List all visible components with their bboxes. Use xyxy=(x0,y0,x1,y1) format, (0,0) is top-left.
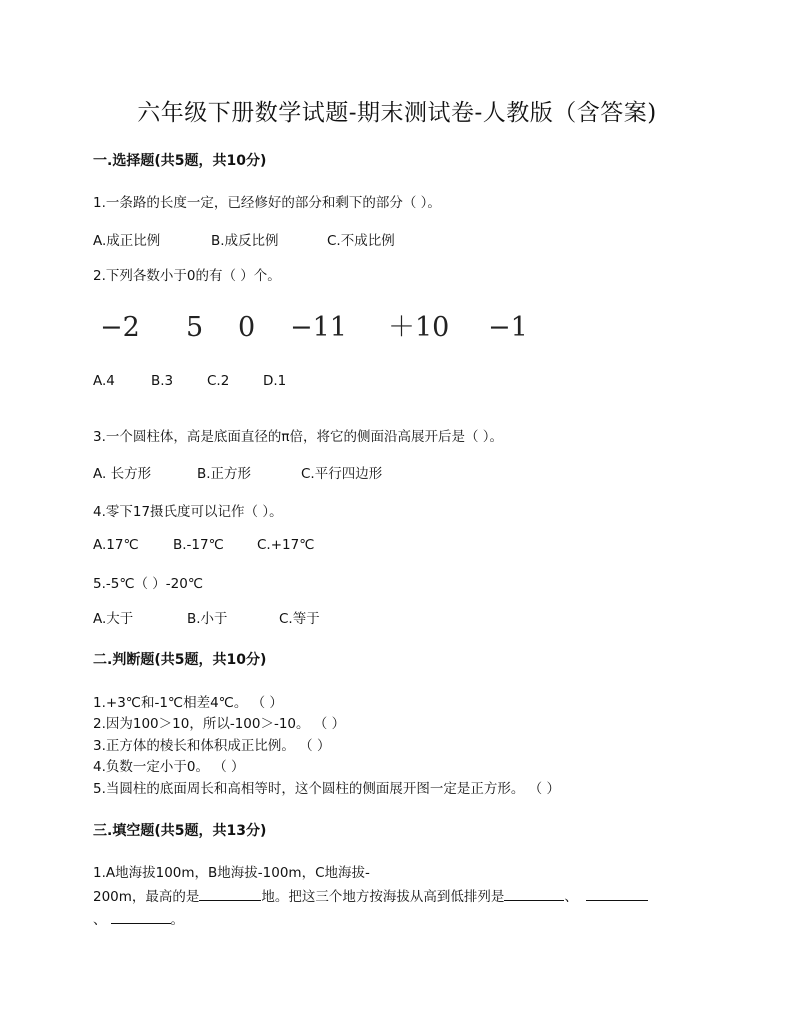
question-2-text: 2.下列各数小于0的有（ ）个。 xyxy=(93,268,281,284)
answer-blank[interactable] xyxy=(199,888,261,901)
number-item: 0 xyxy=(238,312,256,343)
option-c: C.+17℃ xyxy=(257,537,315,553)
number-item: ＋10 xyxy=(388,312,450,343)
option-b: B.3 xyxy=(151,373,174,389)
option-b: B.正方形 xyxy=(197,466,252,482)
option-b: B.小于 xyxy=(187,611,228,627)
page-title: 六年级下册数学试题-期末测试卷-人教版（含答案) xyxy=(137,100,657,126)
option-c: C.等于 xyxy=(279,611,320,627)
separator: 、 xyxy=(93,912,107,928)
option-a: A.17℃ xyxy=(93,537,139,553)
number-item: −2 xyxy=(100,312,140,343)
number-item: 5 xyxy=(186,312,204,343)
fill-1-text-a: 200m，最高的是 xyxy=(93,889,200,905)
option-a: A.4 xyxy=(93,373,115,389)
question-1-options xyxy=(93,229,395,249)
fill-1-line-1: 1.A地海拔100m，B地海拔-100m，C地海拔- xyxy=(93,865,370,881)
option-d: D.1 xyxy=(263,373,287,389)
question-4-options xyxy=(93,537,314,553)
number-item: −11 xyxy=(290,312,347,343)
end-mark: 。 xyxy=(170,912,184,928)
option-a: A. 长方形 xyxy=(93,466,152,482)
fill-1-text-b: 地。把这三个地方按海拔从高到低排列是 xyxy=(261,889,505,905)
judge-item-3: 3.正方体的棱长和体积成正比例。 （ ） xyxy=(93,738,331,754)
separator: 、 xyxy=(564,889,578,905)
question-5-text: 5.-5℃（ ）-20℃ xyxy=(93,576,204,592)
fill-1-line-3 xyxy=(93,908,184,928)
answer-blank[interactable] xyxy=(504,888,564,901)
section-heading-choice: 一.选择题(共5题，共10分) xyxy=(93,153,267,169)
option-b: B.-17℃ xyxy=(173,537,224,553)
judge-item-2: 2.因为100＞10，所以-100＞-10。 （ ） xyxy=(93,716,346,732)
number-item: −1 xyxy=(488,312,528,343)
number-list xyxy=(100,305,528,344)
question-1-text: 1.一条路的长度一定，已经修好的部分和剩下的部分（ ）。 xyxy=(93,195,441,211)
option-c: C.2 xyxy=(207,373,230,389)
answer-blank[interactable] xyxy=(111,911,171,924)
option-c: C.不成比例 xyxy=(327,233,395,249)
option-a: A.成正比例 xyxy=(93,233,161,249)
question-4-text: 4.零下17摄氏度可以记作（ ）。 xyxy=(93,504,283,520)
judge-item-1: 1.+3℃和-1℃相差4℃。 （ ） xyxy=(93,695,283,711)
section-heading-judge: 二.判断题(共5题，共10分) xyxy=(93,652,267,668)
judge-item-4: 4.负数一定小于0。 （ ） xyxy=(93,759,245,775)
option-b: B.成反比例 xyxy=(211,233,279,249)
section-heading-fill: 三.填空题(共5题，共13分) xyxy=(93,823,267,839)
question-3-options xyxy=(93,462,382,482)
question-3-text: 3.一个圆柱体，高是底面直径的π倍，将它的侧面沿高展开后是（ ）。 xyxy=(93,429,504,445)
question-2-options xyxy=(93,373,286,389)
judge-item-5: 5.当圆柱的底面周长和高相等时，这个圆柱的侧面展开图一定是正方形。 （ ） xyxy=(93,781,560,797)
answer-blank[interactable] xyxy=(586,888,648,901)
option-c: C.平行四边形 xyxy=(301,466,383,482)
fill-1-line-2 xyxy=(93,885,648,905)
question-5-options xyxy=(93,607,320,627)
option-a: A.大于 xyxy=(93,611,134,627)
